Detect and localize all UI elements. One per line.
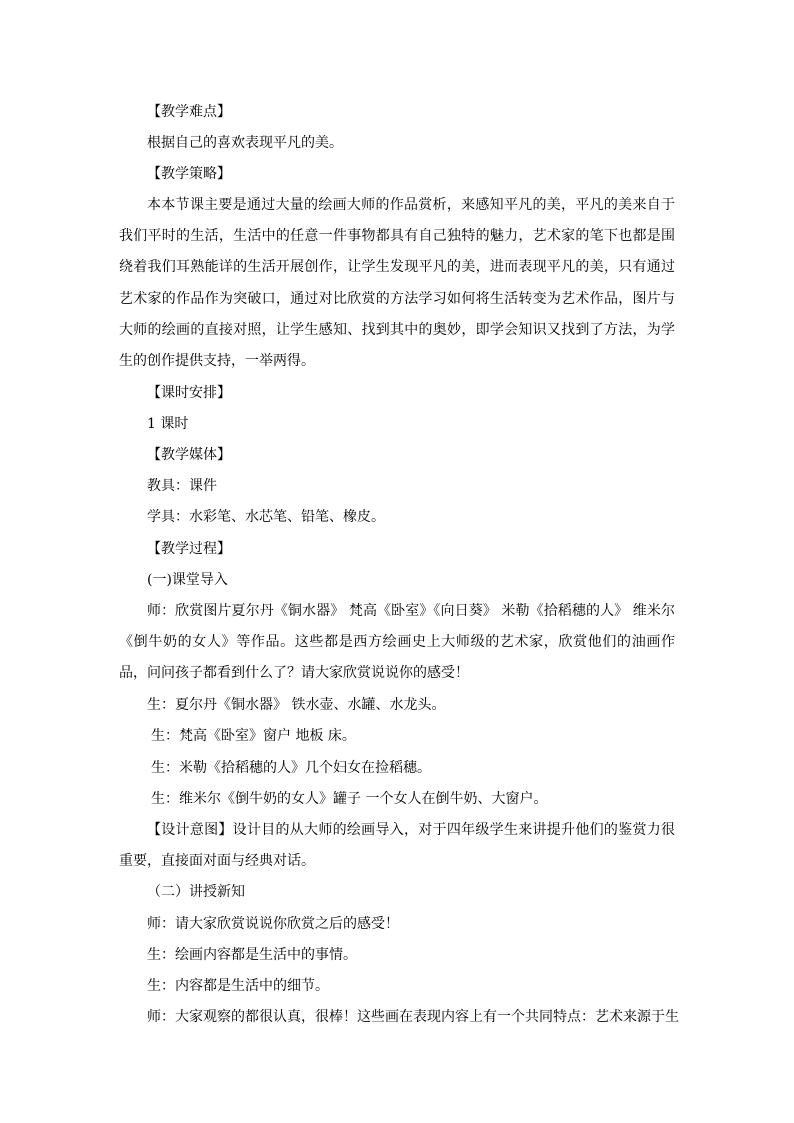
schedule-text: 1 课时 bbox=[147, 416, 189, 432]
process-heading: 【教学过程】 bbox=[147, 541, 231, 557]
strategy-heading: 【教学策略】 bbox=[147, 166, 231, 182]
media-student-tools: 学具：水彩笔、水芯笔、铅笔、橡皮。 bbox=[147, 509, 385, 525]
media-heading: 【教学媒体】 bbox=[147, 447, 231, 463]
difficulty-heading: 【教学难点】 bbox=[147, 104, 231, 120]
schedule-heading: 【课时安排】 bbox=[147, 385, 231, 401]
student-line-4: 生：维米尔《倒牛奶的女人》罐子 一个女人在倒牛奶、大窗户。 bbox=[151, 791, 548, 807]
design-intent-paragraph: 【设计意图】设计目的从大师的绘画导入，对于四年级学生来讲提升他们的鉴赏力很重要，直接面对面与经典对话。 bbox=[119, 822, 675, 870]
student-line-3: 生：米勒《拾稻穗的人》几个妇女在捡稻穗。 bbox=[151, 760, 431, 776]
student-line-2: 生：梵高《卧室》窗户 地板 床。 bbox=[151, 728, 356, 744]
strategy-paragraph: 本本节课主要是通过大量的绘画大师的作品赏析，来感知平凡的美，平凡的美来自于我们平时的生活，生活中的任意一件事物都具有自己独特的魅力，艺术家的笔下也都是围绕着我们耳熟能详的生活开展创作，让学生发现平凡的美，进而表现平凡的美，只有通过艺术家的作品作为突破口，通过对比欣赏的方法学习如何将生活转变为艺术作品，图片与大师的绘画的直接对照，让学生感知、找到其中的奥妙，即学会知识又找到了方法，为学生的创作提供支持，一举两得。 bbox=[119, 197, 675, 370]
student-line-1: 生：夏尔丹《铜水器》 铁水壶、水罐、水龙头。 bbox=[147, 697, 446, 713]
teacher-line-1: 师：欣赏图片夏尔丹《铜水器》 梵高《卧室》《向日葵》 米勒《拾稻穗的人》 维米尔《倒牛奶的女人》等作品。这些都是西方绘画史上大师级的艺术家，欣赏他们的油画作品，问问孩子都看到什么了？请大家欣赏说说你的感受！ bbox=[119, 603, 675, 682]
media-teacher-tools: 教具：课件 bbox=[147, 478, 217, 494]
teacher-line-3: 师：大家观察的都很认真，很棒！这些画在表现内容上有一个共同特点：艺术来源于生 bbox=[147, 1009, 679, 1025]
teacher-line-2: 师：请大家欣赏说说你欣赏之后的感受！ bbox=[147, 916, 399, 932]
difficulty-text: 根据自己的喜欢表现平凡的美。 bbox=[147, 135, 343, 151]
student-line-6: 生：内容都是生活中的细节。 bbox=[147, 978, 329, 994]
intro-heading: (一)课堂导入 bbox=[147, 572, 228, 588]
new-knowledge-heading: （二）讲授新知 bbox=[147, 884, 245, 900]
student-line-5: 生：绘画内容都是生活中的事情。 bbox=[147, 947, 357, 963]
